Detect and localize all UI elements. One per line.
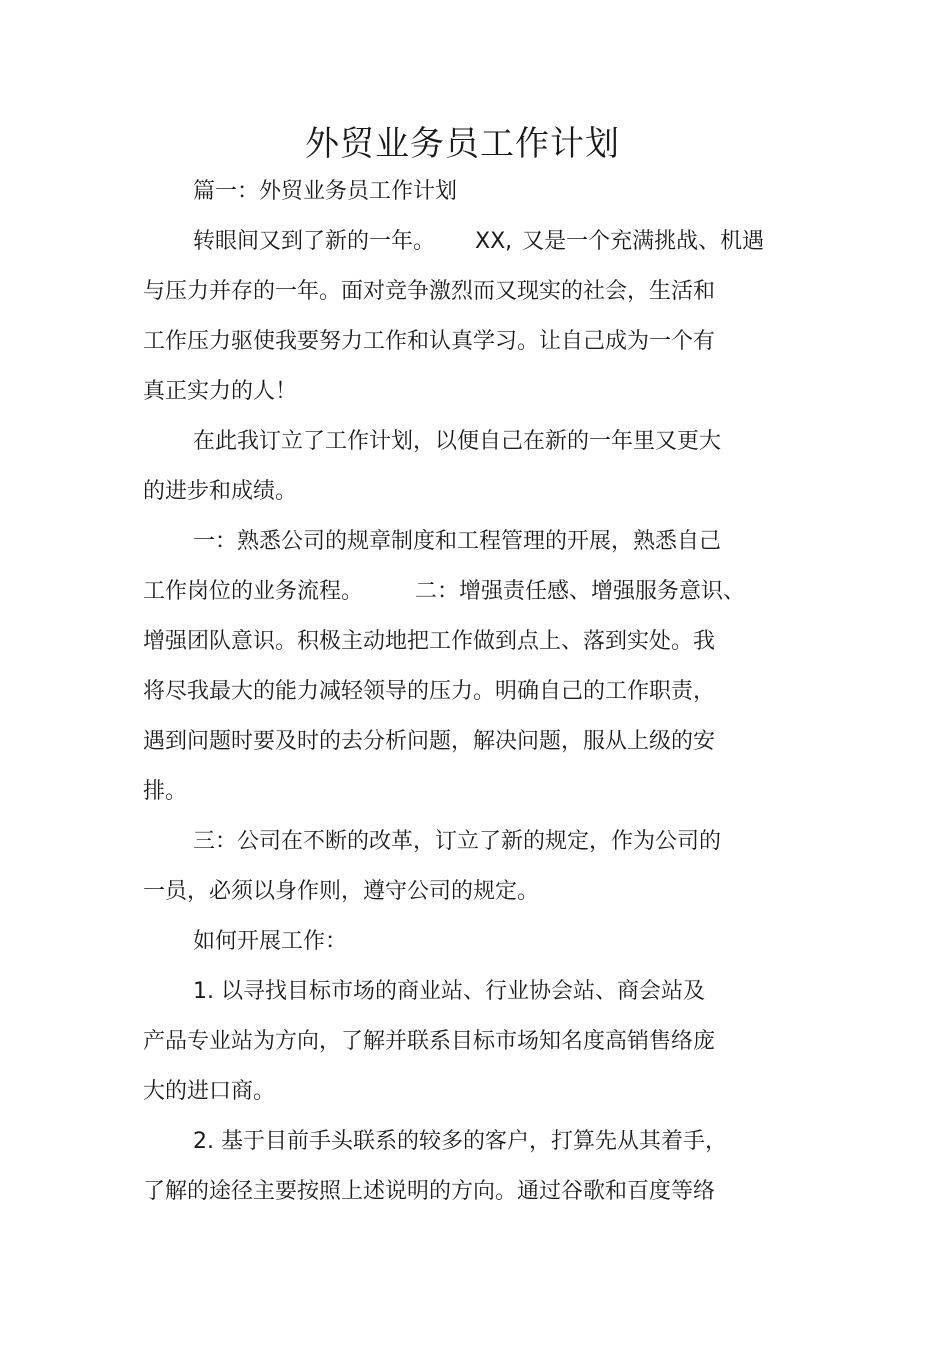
paragraph-line: 三：公司在不断的改革，订立了新的规定，作为公司的 bbox=[193, 829, 722, 854]
paragraph-line: 增强团队意识。积极主动地把工作做到点上、落到实处。我 bbox=[143, 629, 716, 654]
list-item-line: 大的进口商。 bbox=[143, 1079, 276, 1104]
paragraph-line: 在此我订立了工作计划，以便自己在新的一年里又更大 bbox=[193, 429, 722, 454]
paragraph-line: 一员，必须以身作则，遵守公司的规定。 bbox=[143, 879, 540, 904]
paragraph-line bbox=[193, 227, 764, 257]
document-title: 外贸业务员工作计划 bbox=[305, 124, 620, 164]
list-item-line: 1. 以寻找目标市场的商业站、行业协会站、商会站及 bbox=[193, 979, 705, 1004]
list-item-line: 了解的途径主要按照上述说明的方向。通过谷歌和百度等络 bbox=[143, 1179, 716, 1204]
list-item-line: 产品专业站为方向，了解并联系目标市场知名度高销售络庞 bbox=[143, 1029, 716, 1054]
text-segment: 又是一个充满挑战、机遇 bbox=[522, 229, 765, 254]
text-segment: 工作岗位的业务流程。 bbox=[143, 579, 364, 604]
text-segment: XX, bbox=[475, 229, 513, 254]
paragraph-line: 工作压力驱使我要努力工作和认真学习。让自己成为一个有 bbox=[143, 329, 716, 354]
paragraph-line: 遇到问题时要及时的去分析问题，解决问题，服从上级的安 bbox=[143, 729, 716, 754]
section-heading: 篇一：外贸业务员工作计划 bbox=[193, 179, 458, 204]
list-item-line: 2. 基于目前手头联系的较多的客户，打算先从其着手， bbox=[193, 1129, 727, 1154]
paragraph-line bbox=[143, 577, 745, 607]
paragraph-line: 与压力并存的一年。面对竞争激烈而又现实的社会，生活和 bbox=[143, 279, 716, 304]
paragraph-line: 一：熟悉公司的规章制度和工程管理的开展，熟悉自己 bbox=[193, 529, 722, 554]
paragraph-line: 真正实力的人！ bbox=[143, 379, 298, 404]
paragraph-line: 的进步和成绩。 bbox=[143, 479, 298, 504]
text-segment: 转眼间又到了新的一年。 bbox=[193, 229, 436, 254]
paragraph-line: 将尽我最大的能力减轻领导的压力。明确自己的工作职责， bbox=[143, 679, 716, 704]
paragraph-line: 如何开展工作： bbox=[193, 929, 348, 954]
text-segment: 二：增强责任感、增强服务意识、 bbox=[415, 579, 746, 604]
paragraph-line: 排。 bbox=[143, 779, 188, 804]
